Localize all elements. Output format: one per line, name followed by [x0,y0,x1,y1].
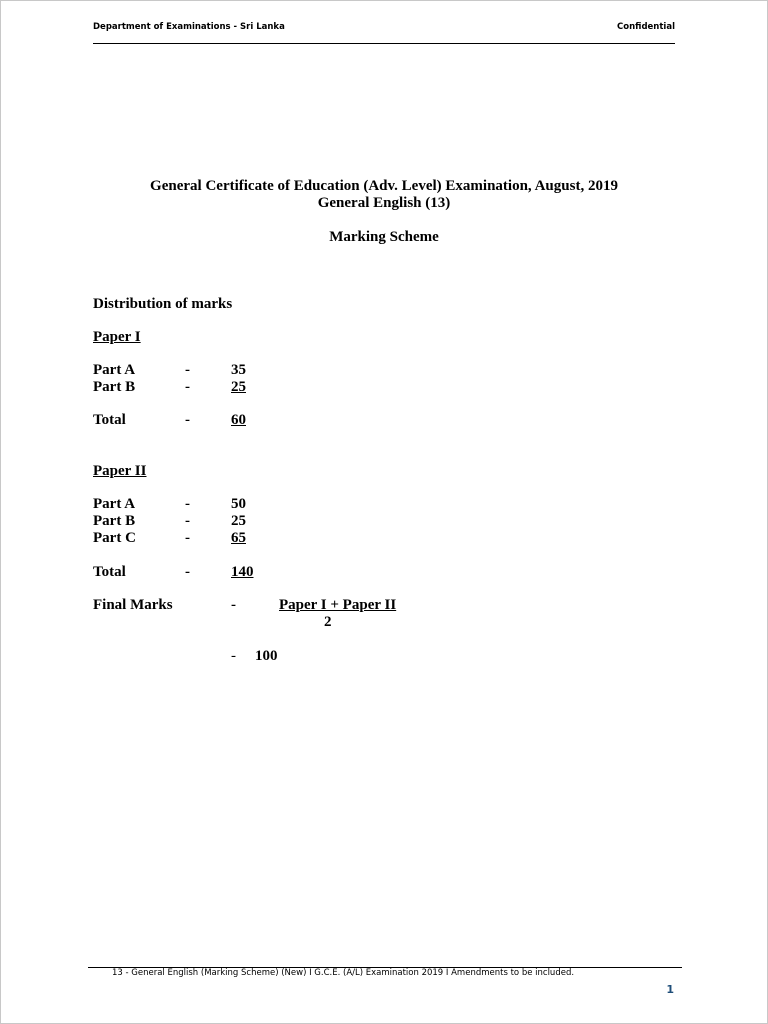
paper1-part-b-value: 25 [231,379,246,395]
paper2-part-a-label: Part A [93,496,136,512]
paper1-part-a-label: Part A [93,362,136,378]
marking-scheme-title: Marking Scheme [329,229,439,245]
paper2-part-b-label: Part B [93,513,136,529]
paper1-total-label: Total [93,412,126,428]
paper1-total-dash: - [185,412,190,428]
paper1-part-a-value: 35 [231,362,246,378]
paper2-total-dash: - [185,564,190,580]
paper1-part-b-label: Part B [93,379,136,395]
footer-text: 13 - General English (Marking Scheme) (New) I G.C.E. (A/L) Examination 2019 I Amendments to be included. [112,968,575,978]
paper2-part-c-label: Part C [93,530,136,546]
paper1-part-a-dash: - [185,362,190,378]
final-result-dash: - [231,648,236,664]
paper2-part-b-value: 25 [231,513,246,529]
final-marks-denominator: 2 [324,614,332,630]
paper1-heading: Paper I [93,329,141,345]
page-number: 1 [666,983,674,996]
final-marks-dash: - [231,597,236,613]
header-department: Department of Examinations - Sri Lanka [93,22,285,32]
header-confidential: Confidential [617,22,675,32]
final-marks-numerator: Paper I + Paper II [279,597,397,613]
final-marks-label: Final Marks [93,597,173,613]
exam-title: General Certificate of Education (Adv. Level) Examination, August, 2019 [150,178,618,194]
paper2-total-value: 140 [231,564,254,580]
final-result-value: 100 [255,648,278,664]
paper2-part-c-dash: - [185,530,190,546]
paper2-part-a-value: 50 [231,496,246,512]
distribution-heading: Distribution of marks [93,296,233,312]
paper2-heading: Paper II [93,463,147,479]
paper2-part-a-dash: - [185,496,190,512]
paper2-part-b-dash: - [185,513,190,529]
paper1-total-value: 60 [231,412,246,428]
subject-title: General English (13) [317,195,451,211]
header-rule [93,43,675,44]
paper1-part-b-dash: - [185,379,190,395]
paper2-total-label: Total [93,564,126,580]
paper2-part-c-value: 65 [231,530,246,546]
